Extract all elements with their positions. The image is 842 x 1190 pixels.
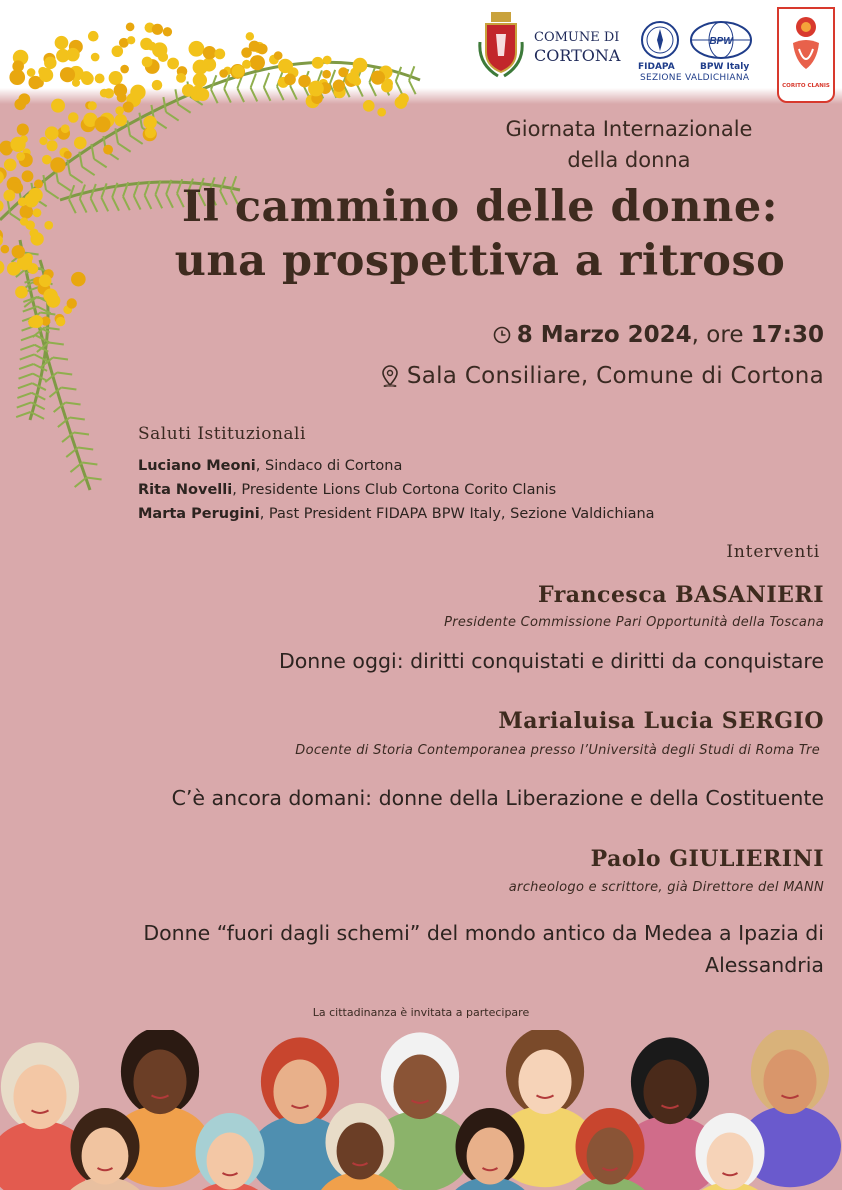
mimosa-blossom: [12, 60, 24, 72]
mimosa-leaflet: [19, 374, 33, 379]
mimosa-blossom: [95, 116, 111, 132]
crowd-person-face: [207, 1133, 254, 1190]
mimosa-leaflet: [277, 87, 284, 101]
mimosa-blossom: [142, 57, 153, 68]
comune-logo-line2: CORTONA: [534, 46, 621, 65]
mimosa-blossom: [3, 190, 15, 202]
mimosa-blossom: [333, 80, 345, 92]
mimosa-leaflet: [251, 88, 258, 102]
mimosa-leaflet: [251, 73, 256, 87]
event-place-text: Sala Consiliare, Comune di Cortona: [406, 363, 824, 389]
mimosa-blossom: [45, 126, 59, 140]
mimosa-blossom: [250, 55, 265, 70]
mimosa-blossom: [163, 27, 172, 36]
mimosa-leaflet: [16, 412, 30, 417]
mimosa-leaflet: [82, 463, 97, 465]
mimosa-blossom: [7, 262, 21, 276]
event-kicker: [464, 114, 794, 176]
speaker-role: archeologo e scrittore, già Direttore del MANN: [508, 880, 824, 895]
mimosa-blossom: [28, 188, 43, 203]
mimosa-leaflet: [78, 448, 93, 450]
mimosa-blossom: [64, 151, 72, 159]
speaker-role: Docente di Storia Contemporanea presso l’Università degli Studi di Roma Tre: [295, 743, 820, 758]
speaker-name: Francesca BASANIERI: [537, 582, 824, 608]
mimosa-leaflet: [123, 197, 130, 211]
talks-title: Interventi: [726, 542, 820, 562]
greeting-item: [138, 458, 402, 474]
talk-topic-line2: Alessandria: [705, 953, 824, 977]
mimosa-blossom: [30, 315, 43, 328]
mimosa-blossom: [381, 81, 393, 93]
mimosa-blossom: [10, 137, 25, 152]
mimosa-blossom: [16, 152, 25, 161]
crowd-person-face: [643, 1060, 696, 1125]
talk-topic: Donne oggi: diritti conquistati e diritti da conquistare: [278, 649, 824, 673]
mimosa-blossom: [120, 65, 129, 74]
mimosa-leaflet: [57, 373, 72, 375]
event-kicker-line2: della donna: [567, 148, 691, 172]
event-time-prefix: , ore: [691, 322, 751, 348]
mimosa-leaflet: [178, 104, 191, 112]
comune-logo-line1: COMUNE DI: [534, 30, 620, 45]
mimosa-leaflet: [53, 358, 68, 360]
fidapa-label: FIDAPA: [638, 62, 675, 72]
crowd-person-face: [763, 1050, 816, 1115]
bpw-label: BPW Italy: [700, 62, 750, 72]
mimosa-leaflet: [369, 82, 376, 96]
mimosa-blossom: [363, 100, 375, 112]
mimosa-blossom: [242, 60, 251, 69]
mimosa-blossom: [257, 44, 268, 55]
mimosa-blossom: [44, 57, 56, 69]
mimosa-blossom: [18, 93, 30, 105]
mimosa-blossom: [130, 85, 145, 100]
mimosa-leaflet: [101, 198, 108, 212]
mimosa-leaflet: [80, 199, 87, 213]
mimosa-blossom: [189, 41, 205, 57]
mimosa-leaflet: [130, 136, 143, 144]
greeting-name: Rita Novelli: [138, 482, 233, 498]
mimosa-blossom: [95, 74, 105, 84]
mimosa-blossom: [12, 245, 25, 258]
mimosa-blossom: [123, 102, 134, 113]
bpw-globe-text: BPW: [709, 36, 733, 47]
talk-topic-line1: Donne “fuori dagli schemi” del mondo antico da Medea a Ipazia di: [143, 921, 824, 945]
mimosa-blossom: [17, 123, 29, 135]
mimosa-leaflet: [58, 182, 71, 190]
mimosa-blossom: [284, 74, 296, 86]
mimosa-blossom: [352, 77, 361, 86]
mimosa-leaflet: [61, 388, 76, 390]
mimosa-blossom: [60, 67, 75, 82]
mimosa-blossom: [398, 93, 409, 104]
mimosa-blossom: [50, 157, 65, 172]
greeting-role: , Presidente Lions Club Cortona Corito Clanis: [232, 482, 557, 498]
mimosa-blossom: [232, 65, 245, 78]
event-title-line2: una prospettiva a ritroso: [174, 236, 786, 286]
mimosa-blossom: [42, 155, 52, 165]
greeting-name: Marta Perugini: [138, 506, 260, 522]
mimosa-blossom: [39, 274, 52, 287]
lions-club-badge: [777, 7, 835, 103]
mimosa-leaflet: [49, 343, 64, 345]
crowd-person-face: [82, 1128, 129, 1185]
crowd-person-face: [467, 1128, 514, 1185]
mimosa-blossom: [91, 53, 100, 62]
lions-label: CORITO CLANIS: [782, 83, 830, 89]
greeting-name: Luciano Meoni: [138, 458, 256, 474]
mimosa-blossom: [193, 73, 207, 87]
mimosa-leaflet: [396, 81, 403, 95]
mimosa-blossom: [47, 140, 58, 151]
talk-topic: [143, 917, 824, 981]
mimosa-blossom: [350, 68, 359, 77]
mimosa-leaflet: [19, 364, 33, 369]
mimosa-leaflet: [20, 345, 34, 350]
women-crowd-illustration: [0, 1030, 842, 1190]
mimosa-blossom: [44, 221, 53, 230]
mimosa-leaflet: [101, 183, 106, 197]
mimosa-blossom: [39, 137, 47, 145]
mimosa-blossom: [322, 70, 331, 79]
mimosa-blossom: [193, 60, 208, 75]
event-title: [130, 180, 830, 288]
mimosa-leaflet: [69, 200, 76, 214]
greeting-item: [138, 482, 556, 498]
mimosa-leaflet: [74, 433, 89, 435]
mimosa-blossom: [0, 200, 4, 212]
event-date-time: [493, 322, 824, 348]
fidapa-section-label: SEZIONE VALDICHIANA: [640, 73, 750, 83]
mimosa-blossom: [312, 57, 324, 69]
mimosa-blossom: [114, 114, 126, 126]
mimosa-blossom: [176, 73, 186, 83]
mimosa-blossom: [127, 36, 135, 44]
mimosa-blossom: [126, 23, 135, 32]
mimosa-blossom: [152, 42, 167, 57]
mimosa-blossom: [61, 124, 70, 133]
crowd-person-face: [587, 1128, 634, 1185]
mimosa-blossom: [56, 317, 65, 326]
mimosa-blossom: [109, 71, 123, 85]
mimosa-leaflet: [118, 143, 131, 151]
crowd-person-face: [13, 1065, 66, 1130]
mimosa-blossom: [377, 108, 386, 117]
mimosa-blossom: [145, 127, 156, 138]
mimosa-blossom: [241, 47, 252, 58]
crowd-person-face: [707, 1133, 754, 1190]
crowd-person-face: [337, 1123, 384, 1180]
mimosa-blossom: [68, 112, 78, 122]
location-pin-icon: [381, 365, 399, 387]
mimosa-blossom: [103, 145, 113, 155]
mimosa-blossom: [203, 46, 216, 59]
greeting-role: , Past President FIDAPA BPW Italy, Sezione Valdichiana: [259, 506, 655, 522]
fidapa-emblem-icon: [640, 20, 680, 60]
comune-crest-icon: [478, 12, 524, 78]
mimosa-leaflet: [75, 478, 87, 488]
mimosa-blossom: [308, 81, 324, 97]
crowd-person-face: [518, 1050, 571, 1115]
mimosa-leaflet: [211, 90, 218, 104]
mimosa-leaflet: [18, 383, 32, 388]
mimosa-leaflet: [91, 198, 98, 212]
mimosa-blossom: [182, 84, 195, 97]
event-date: 8 Marzo 2024: [516, 322, 692, 348]
mimosa-blossom: [66, 48, 79, 61]
mimosa-leaflet: [409, 81, 416, 95]
mimosa-leaflet: [237, 88, 244, 102]
mimosa-leaflet: [21, 335, 35, 340]
mimosa-blossom: [152, 80, 163, 91]
mimosa-blossom: [196, 88, 209, 101]
mimosa-blossom: [115, 106, 124, 115]
mimosa-blossom: [246, 32, 254, 40]
mimosa-blossom: [74, 137, 87, 150]
crowd-person-face: [393, 1055, 446, 1120]
mimosa-leaflet: [87, 478, 102, 480]
mimosa-leaflet: [166, 112, 179, 120]
mimosa-blossom: [0, 260, 4, 274]
mimosa-leaflet: [290, 86, 297, 100]
mimosa-blossom: [143, 116, 156, 129]
mimosa-leaflet: [264, 87, 271, 101]
mimosa-blossom: [219, 69, 228, 78]
mimosa-leaflet: [20, 354, 34, 359]
invitation-note: La cittadinanza è invitata a partecipare: [312, 1006, 530, 1019]
greetings-title: Saluti Istituzionali: [138, 424, 306, 444]
speaker-name: Paolo GIULIERINI: [590, 846, 824, 872]
mimosa-leaflet: [224, 89, 231, 103]
mimosa-leaflet: [70, 175, 83, 183]
mimosa-blossom: [55, 36, 69, 50]
mimosa-blossom: [20, 217, 28, 225]
mimosa-leaflet: [264, 73, 269, 87]
mimosa-blossom: [15, 286, 28, 299]
mimosa-blossom: [18, 197, 27, 206]
event-place: [381, 363, 824, 389]
event-title-line1: Il cammino delle donne:: [181, 182, 779, 232]
mimosa-leaflet: [43, 175, 46, 190]
mimosa-leaflet: [139, 113, 142, 128]
event-kicker-line1: Giornata Internazionale: [505, 117, 753, 141]
mimosa-blossom: [71, 272, 86, 287]
mimosa-blossom: [33, 208, 42, 217]
mimosa-blossom: [67, 298, 77, 308]
mimosa-blossom: [81, 72, 94, 85]
mimosa-leaflet: [17, 402, 31, 407]
mimosa-blossom: [43, 288, 57, 302]
mimosa-blossom: [214, 49, 225, 60]
mimosa-blossom: [112, 45, 124, 57]
talk-topic: C’è ancora domani: donne della Liberazione e della Costituente: [171, 786, 824, 810]
mimosa-blossom: [22, 170, 34, 182]
mimosa-blossom: [274, 51, 283, 60]
speaker-role: Presidente Commissione Pari Opportunità della Toscana: [444, 615, 824, 630]
mimosa-blossom: [34, 179, 43, 188]
mimosa-leaflet: [46, 190, 59, 198]
mimosa-blossom: [27, 68, 36, 77]
mimosa-blossom: [39, 68, 53, 82]
mimosa-blossom: [167, 58, 179, 70]
mimosa-blossom: [1, 245, 10, 254]
mimosa-blossom: [152, 24, 163, 35]
bpw-globe-icon: [688, 20, 754, 60]
mimosa-leaflet: [66, 403, 81, 405]
mimosa-blossom: [88, 31, 99, 42]
clock-icon: [493, 326, 511, 344]
mimosa-blossom: [100, 89, 109, 98]
mimosa-blossom: [88, 101, 97, 110]
greeting-item: [138, 506, 655, 522]
crowd-person-face: [133, 1050, 186, 1115]
mimosa-blossom: [72, 79, 80, 87]
crowd-person-face: [273, 1060, 326, 1125]
mimosa-leaflet: [70, 418, 85, 420]
mimosa-leaflet: [17, 393, 31, 398]
mimosa-blossom: [323, 56, 332, 65]
mimosa-leaflet: [94, 159, 107, 167]
mimosa-blossom: [114, 83, 127, 96]
mimosa-leaflet: [163, 97, 166, 112]
mimosa-blossom: [51, 99, 65, 113]
mimosa-leaflet: [112, 197, 119, 211]
event-time: 17:30: [750, 322, 824, 348]
speaker-name: Marialuisa Lucia SERGIO: [498, 708, 824, 734]
greeting-role: , Sindaco di Cortona: [255, 458, 403, 474]
mimosa-leaflet: [82, 167, 95, 175]
mimosa-blossom: [4, 159, 17, 172]
